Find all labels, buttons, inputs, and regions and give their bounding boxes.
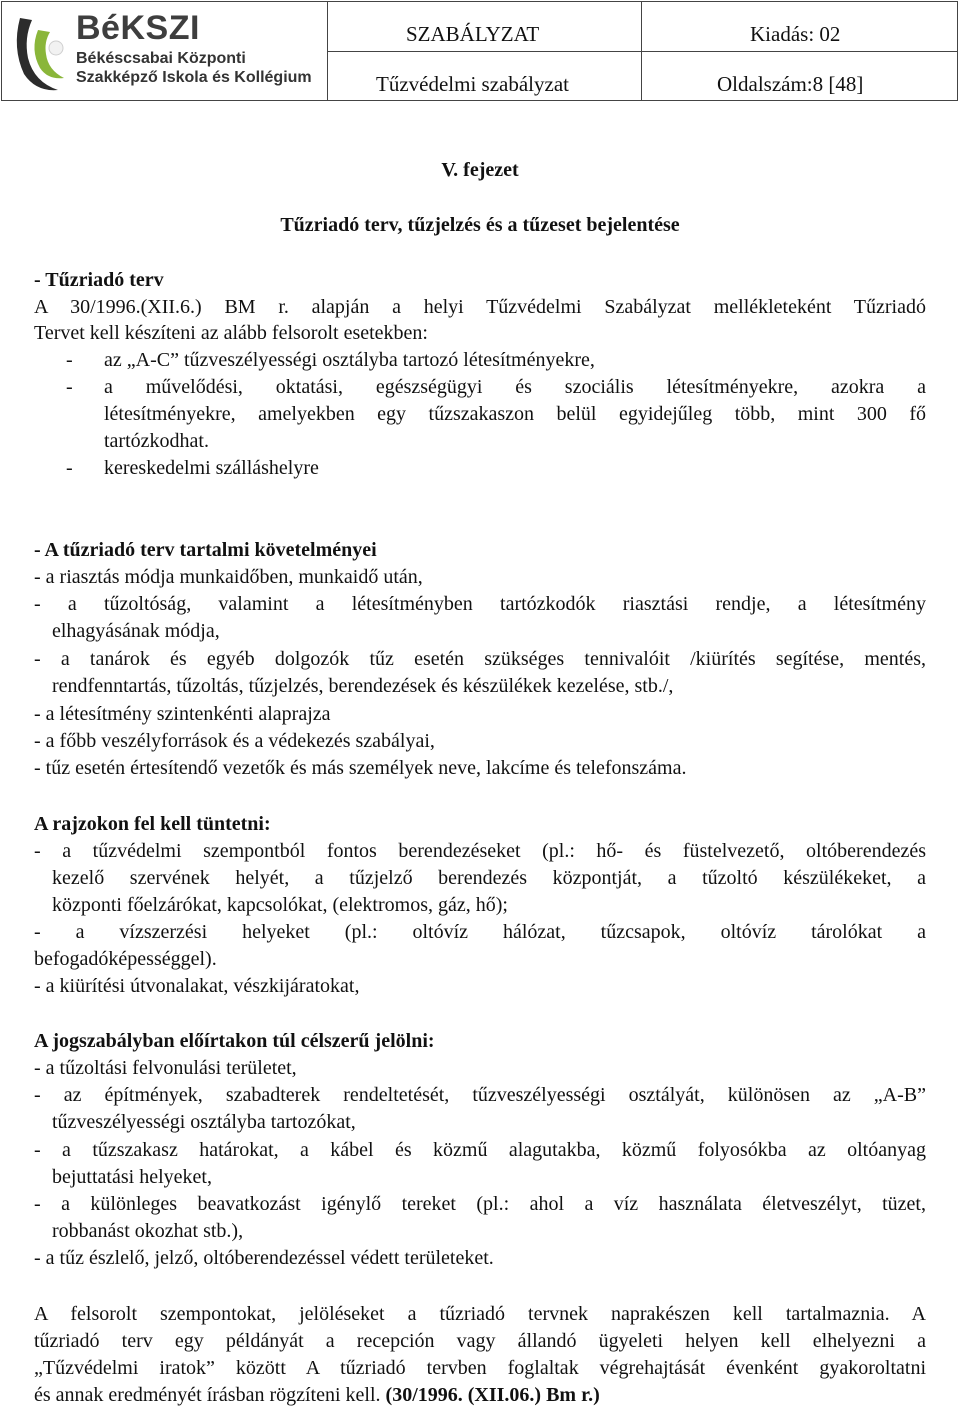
legal-reference: (30/1996. (XII.06.) Bm r.) (385, 1384, 600, 1406)
list-item: - a létesítmény szintenkénti alaprajza (34, 703, 331, 725)
list-item: tűzveszélyességi osztályba tartozókat, (52, 1111, 356, 1133)
list-item: robbanást okozhat stb.), (52, 1220, 244, 1242)
paragraph-line: A felsorolt szempontokat, jelöléseket a tűzriadó tervnek naprakészen kell tartalmaznia. A (34, 1303, 926, 1325)
list-item: - a tűzszakasz határokat, a kábel és közmű alagutakba, közmű folyosókba az oltóanyag (34, 1139, 926, 1161)
document-header (1, 1, 958, 101)
logo-mark-icon (10, 8, 72, 94)
list-item: - a főbb veszélyforrások és a védekezés szabályai, (34, 730, 435, 752)
school-logo (10, 8, 326, 96)
paragraph-line (34, 1382, 926, 1408)
list-item: tartózkodhat. (104, 430, 209, 452)
list-item: az „A-C” tűzveszélyességi osztályba tartozó létesítményekre, (104, 349, 595, 371)
list-item: - a tűzoltási felvonulási területet, (34, 1057, 297, 1079)
list-item: kezelő szervének helyét, a tűzjelző berendezés központját, a tűzoltó készülékeket, a (52, 867, 926, 889)
list-bullet: - (66, 376, 73, 398)
list-item: befogadóképességgel). (34, 948, 217, 970)
list-bullet: - (66, 349, 73, 371)
list-item: - a vízszerzési helyeket (pl.: oltóvíz hálózat, tűzcsapok, oltóvíz tárolókat a (34, 921, 926, 943)
list-item: - a különleges beavatkozást igénylő tereket (pl.: ahol a víz használata életveszélyt, tüzet, (34, 1193, 926, 1215)
document-title: Tűzvédelmi szabályzat (376, 72, 569, 96)
logo-subtitle: Szakképző Iskola és Kollégium (76, 69, 312, 86)
list-item: - az építmények, szabadterek rendeltetését, tűzveszélyességi osztályát, különösen az „A-B” (34, 1084, 926, 1106)
list-item: - a riasztás módja munkaidőben, munkaidő után, (34, 566, 423, 588)
header-divider (328, 51, 957, 52)
section-title: - Tűzriadó terv (34, 269, 164, 291)
list-item: - a tűz észlelő, jelző, oltóberendezéssel védett területeket. (34, 1247, 494, 1269)
list-item: - a tanárok és egyéb dolgozók tűz esetén szükséges tennivalóit /kiürítés segítése, mentés, (34, 648, 926, 670)
list-item: a művelődési, oktatási, egészségügyi és szociális létesítményekre, azokra a (104, 376, 926, 398)
chapter-title: V. fejezet (441, 159, 519, 181)
list-item: - tűz esetén értesítendő vezetők és más személyek neve, lakcíme és telefonszáma. (34, 757, 687, 779)
list-item: rendfenntartás, tűzoltás, tűzjelzés, berendezések és készülékek kezelése, stb./, (52, 675, 674, 697)
paragraph-line: A 30/1996.(XII.6.) BM r. alapján a helyi Tűzvédelmi Szabályzat mellékleteként Tűzriadó (34, 296, 926, 318)
paragraph-text: és annak eredményét írásban rögzíteni kell. (34, 1384, 381, 1406)
list-item: - a tűzoltóság, valamint a létesítményben tartózkodók riasztási rendje, a létesítmény (34, 593, 926, 615)
section-title: A rajzokon fel kell tüntetni: (34, 813, 271, 835)
logo-subtitle: Békéscsabai Központi (76, 50, 246, 67)
paragraph-line: Tervet kell készíteni az alább felsorolt esetekben: (34, 322, 428, 344)
list-item: kereskedelmi szálláshelyre (104, 457, 319, 479)
list-item: központi főelzárókat, kapcsolókat, (elektromos, gáz, hő); (52, 894, 508, 916)
chapter-heading: Tűzriadó terv, tűzjelzés és a tűzeset bejelentése (280, 214, 680, 236)
paragraph-line: „Tűzvédelmi iratok” között A tűzriadó tervben foglaltak végrehajtását évenként gyakoroltatni (34, 1357, 926, 1379)
list-item: - a kiürítési útvonalakat, vészkijáratokat, (34, 975, 360, 997)
page-number: Oldalszám:8 [48] (717, 72, 864, 96)
list-bullet: - (66, 457, 73, 479)
list-item: bejuttatási helyeket, (52, 1166, 212, 1188)
section-title: A jogszabályban előírtakon túl célszerű jelölni: (34, 1030, 435, 1052)
list-item: - a tűzvédelmi szempontból fontos berendezéseket (pl.: hő- és füstelvezető, oltóberendezés (34, 840, 926, 862)
edition-number: Kiadás: 02 (750, 22, 841, 46)
logo-title: BéKSZI (76, 9, 200, 47)
section-title: - A tűzriadó terv tartalmi követelményei (34, 539, 377, 561)
list-item: létesítményekre, amelyekben egy tűzszakaszon belül egyidejűleg több, mint 300 fő (104, 403, 926, 425)
list-item: elhagyásának módja, (52, 620, 220, 642)
document-type: SZABÁLYZAT (406, 22, 540, 46)
paragraph-line: tűzriadó terv egy példányát a recepción vagy állandó ügyeleti helyen kell elhelyezni a (34, 1330, 926, 1352)
